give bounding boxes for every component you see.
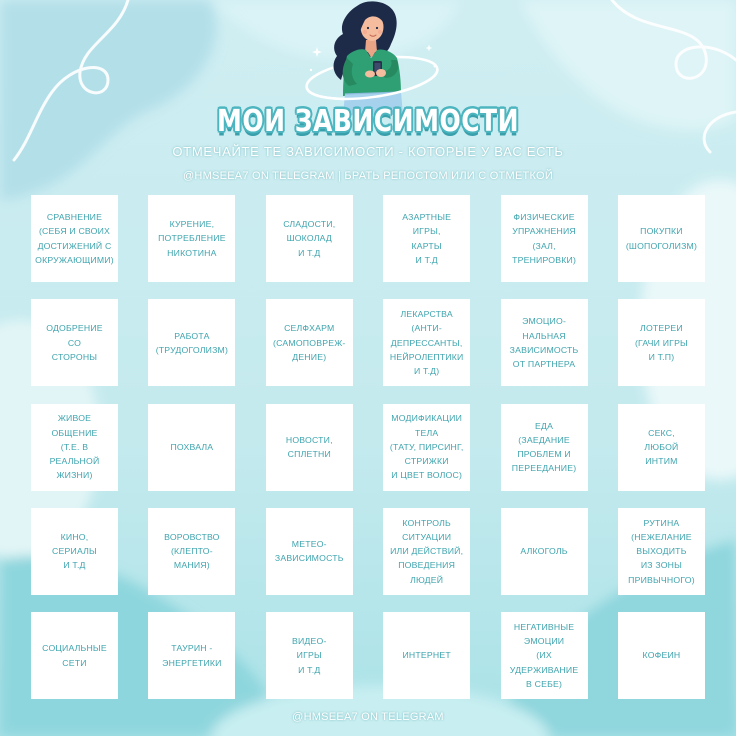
addiction-cell-r3-c5 [501,404,588,491]
addiction-cell-text: НАЛЬНАЯ [522,330,566,341]
addiction-cell-r5-c1 [31,612,118,699]
addiction-cell-r5-c6 [618,612,705,699]
addiction-cell-r2-c3 [266,299,353,386]
addiction-cell-text: ФИЗИЧЕСКИЕ [513,212,575,223]
credit-separator: | [337,170,342,182]
addiction-cell-text: ШОКОЛАД [286,233,332,244]
addiction-cell-text: ЗАВИСИМОСТЬ [274,553,344,564]
addiction-cell-text: (ГАЧИ ИГРЫ [634,337,688,348]
addiction-cell-text: И Т.Д [298,664,321,675]
addiction-cell-r1-c3 [266,195,353,282]
addiction-cell-text: ОБЩЕНИЕ [51,427,98,438]
addiction-cell-text: (ИХ [536,650,552,661]
addiction-cell-r4-c3 [266,508,353,595]
addiction-cell-text: И ЦВЕТ ВОЛОС) [391,470,463,481]
addiction-cell-text: НЕЙРОЛЕПТИКИ [389,351,464,362]
addiction-cell-text: КУРЕНИЕ, [169,219,215,230]
addiction-cell-text: НОВОСТИ, [285,434,333,445]
addiction-cell-text: ПОХВАЛА [170,441,214,452]
addiction-cell-r1-c5 [501,195,588,282]
addiction-cell-text: СЕТИ [62,657,87,668]
addiction-cell-text: ИЗ ЗОНЫ [640,560,683,571]
telegram-handle: @HMSEEA7 ON TELEGRAM [183,170,335,182]
addiction-cell-text: ПРИВЫЧНОГО) [628,574,695,585]
addiction-cell-text: СТРИЖКИ [404,456,449,467]
addiction-cell-text: ТРЕНИРОВКИ) [512,254,577,265]
addiction-cell-text: И Т.П) [648,351,675,362]
addiction-cell-r3-c2 [148,404,235,491]
addiction-cell-text: ВОРОВСТВО [164,531,220,542]
addiction-cell-r2-c5 [501,299,588,386]
addiction-cell-text: ОДОБРЕНИЕ [46,323,103,334]
addiction-cell-text: ИНТИМ [645,456,678,467]
addiction-cell-text: АЛКОГОЛЬ [520,546,568,557]
addiction-cell-r2-c4 [383,299,470,386]
addiction-cell-text: ЛЮБОЙ [644,441,679,452]
addiction-cell-text: ЛЮДЕЙ [410,574,444,585]
addiction-cell-text: ПОТРЕБЛЕНИЕ [158,233,226,244]
addiction-cell-text: (СЕБЯ И СВОИХ [38,226,111,237]
addiction-cell-r3-c1 [31,404,118,491]
addiction-cell-r3-c6 [618,404,705,491]
addiction-cell-text: ИЛИ ДЕЙСТВИЙ, [390,546,464,557]
addiction-cell-text: ПРОБЛЕМ И [517,449,571,459]
addiction-cell-text: СЕКС, [648,427,675,438]
addiction-cell-r4-c4 [383,508,470,595]
addiction-cell-text: ИНТЕРНЕТ [402,650,451,661]
addiction-cell-r5-c2 [148,612,235,699]
addiction-cell-text: (КЛЕПТО- [170,546,213,557]
addiction-cell-text: (АНТИ- [411,323,442,334]
addiction-cell-text: И Т.Д [415,254,438,265]
addiction-cell-r1-c6 [618,195,705,282]
addiction-cell-r5-c4 [383,612,470,699]
addiction-cell-text: СИТУАЦИИ [402,531,452,542]
addiction-cell-r2-c6 [618,299,705,386]
addiction-cell-text: ПЕРЕЕДАНИЕ) [511,463,577,474]
addiction-cell-text: НИКОТИНА [167,247,217,258]
addiction-cell-text: ЭНЕРГЕТИКИ [162,657,222,668]
addiction-cell-r1-c1 [31,195,118,282]
addiction-cell-r4-c6 [618,508,705,595]
addiction-cell-text: ИГРЫ, [412,226,441,237]
addiction-cell-r1-c2 [148,195,235,282]
addiction-cell-text: СПЛЕТНИ [287,449,331,459]
addiction-cell-r1-c4 [383,195,470,282]
addiction-cell-text: СТОРОНЫ [51,351,98,362]
addiction-cell-text: (САМОПОВРЕЖ- [273,337,346,348]
addiction-cell-text: (Т.Е. В [60,441,89,452]
addiction-cell-text: ВИДЕО- [291,636,327,647]
addiction-cell-text: УПРАЖНЕНИЯ [512,226,576,237]
addiction-cell-text: СЛАДОСТИ, [283,219,336,230]
addiction-cell-text: В СЕБЕ) [526,678,563,689]
addiction-cell-text: КОФЕИН [642,650,681,661]
addiction-cell-text: ЗАВИСИМОСТЬ [509,344,579,355]
addiction-cell-text: ДОСТИЖЕНИЙ С [37,240,112,251]
addiction-cell-text: И Т.Д [63,560,86,571]
addiction-cell-text: МЕТЕО- [291,539,327,550]
addiction-cell-text: РУТИНА [643,517,680,528]
addiction-grid [31,195,705,699]
addiction-cell-text: ЖИЗНИ) [56,470,93,481]
addiction-cell-text: (ШОПОГОЛИЗМ) [625,240,698,251]
addiction-cell-text: НЕГАТИВНЫЕ [513,621,575,632]
addiction-cell-text: УДЕРЖИВАНИЕ [509,664,579,675]
addiction-cell-r4-c2 [148,508,235,595]
woman-with-phone-illustration [297,0,447,115]
addiction-cell-text: ИГРЫ [296,650,322,661]
addiction-cell-r2-c2 [148,299,235,386]
addiction-cell-text: ЖИВОЕ [57,413,92,424]
addiction-cell-text: СЕЛФХАРМ [284,323,335,334]
addiction-cell-text: (НЕЖЕЛАНИЕ [631,531,692,542]
addiction-cell-text: КИНО, [60,531,89,542]
addiction-cell-text: ДЕПРЕССАНТЫ, [390,337,463,348]
addiction-cell-text: СЕРИАЛЫ [52,546,97,557]
addiction-cell-text: СРАВНЕНИЕ [46,212,103,223]
addiction-cell-text: ОКРУЖАЮЩИМИ) [35,254,114,265]
addiction-cell-text: МОДИФИКАЦИИ [391,413,463,424]
addiction-cell-text: ПОВЕДЕНИЯ [398,560,456,571]
addiction-cell-text: КАРТЫ [411,240,442,251]
addiction-cell-text: ЭМОЦИИ [523,636,565,647]
addiction-cell-text: КОНТРОЛЬ [402,517,451,528]
addiction-cell-r5-c5 [501,612,588,699]
addiction-cell-text: СОЦИАЛЬНЫЕ [42,643,107,654]
addiction-cell-text: ОТ ПАРТНЕРА [512,358,576,369]
addiction-cell-text: И Т.Д) [413,366,440,377]
addiction-cell-text: (ТРУДОГОЛИЗМ) [155,344,229,355]
addiction-cell-text: РЕАЛЬНОЙ [49,456,100,467]
page-title: МОИ ЗАВИСИМОСТИ [216,102,520,139]
addiction-cell-r5-c3 [266,612,353,699]
addiction-cell-text: ДЕНИЕ) [292,351,327,362]
repost-note: БРАТЬ РЕПОСТОМ ИЛИ С ОТМЕТКОЙ [344,170,553,182]
addiction-cell-r3-c3 [266,404,353,491]
addiction-cell-text: РАБОТА [174,330,210,341]
addiction-cell-text: (ТАТУ, ПИРСИНГ, [389,441,464,452]
addiction-cell-r4-c5 [501,508,588,595]
addiction-cell-text: ЛЕКАРСТВА [400,309,453,320]
addiction-cell-text: МАНИЯ) [173,560,210,571]
addiction-cell-text: ЕДА [535,420,554,431]
addiction-cell-r3-c4 [383,404,470,491]
addiction-cell-text: ТАУРИН - [171,643,213,654]
addiction-cell-text: ТЕЛА [414,427,439,438]
footer-telegram-handle: @HMSEEA7 ON TELEGRAM [292,711,444,723]
addiction-cell-text: ВЫХОДИТЬ [636,546,687,557]
addiction-cell-text: ЭМОЦИО- [522,316,567,327]
addiction-cell-r2-c1 [31,299,118,386]
addiction-cell-text: АЗАРТНЫЕ [402,212,452,223]
addiction-cell-text: ЛОТЕРЕИ [640,323,683,334]
addiction-cell-text: ПОКУПКИ [640,226,683,237]
addiction-cell-text: СО [67,337,82,348]
credit-line [0,169,736,183]
addiction-cell-text: И Т.Д [298,247,321,258]
addiction-cell-text: (ЗАЕДАНИЕ [518,434,570,445]
addiction-cell-text: (ЗАЛ, [532,240,556,251]
addiction-cell-r4-c1 [31,508,118,595]
instruction-subtitle: ОТМЕЧАЙТЕ ТЕ ЗАВИСИМОСТИ - КОТОРЫЕ У ВАС ЕСТЬ [172,144,564,159]
